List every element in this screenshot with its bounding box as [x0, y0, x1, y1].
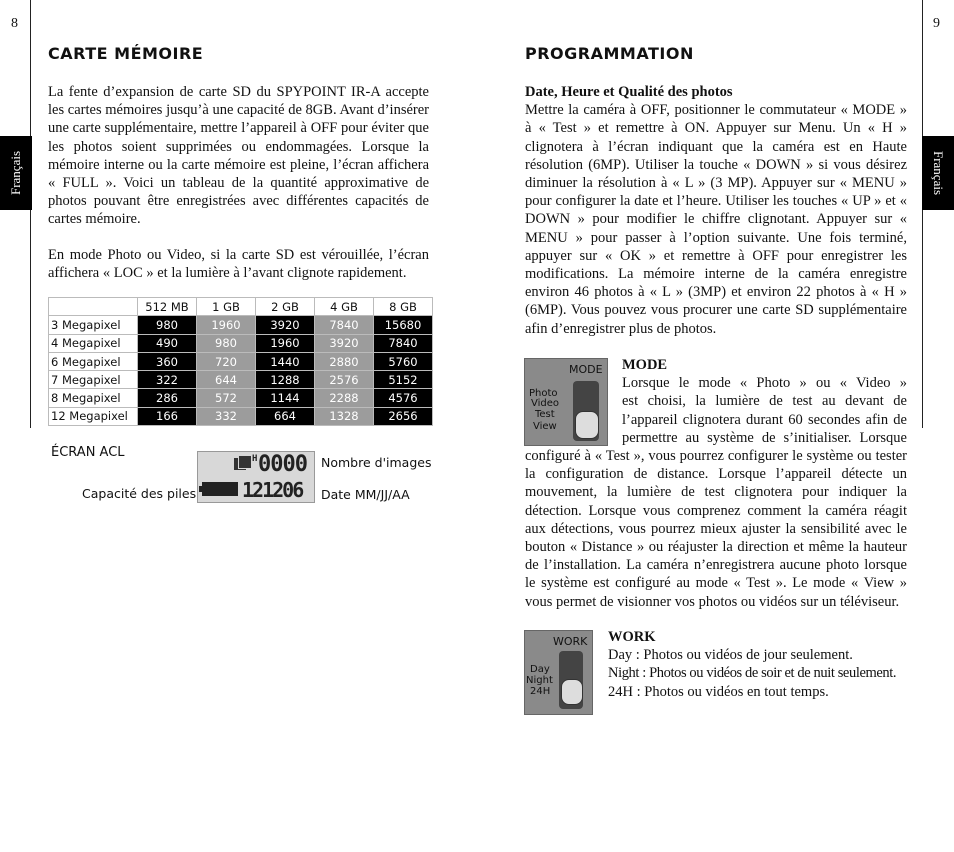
mode-switch-label: MODE: [569, 363, 603, 376]
date-section-text: Mettre la caméra à OFF, positionner le commutateur « MODE » à « Test » et remettre à ON. Appuyer sur Menu. Un « H » clignotera à l’écran indiquant que la caméra est en Haute résolution (6MP). Utiliser la touche « DOWN » si vous désirez diminuer la résolution à « L » (3 MP). Appuyer sur « MENU » pour configurer la date et l’heure. Utiliser les touches « UP » et « DOWN » pour modifier le chiffre clignotant. Appuyer sur « MENU » pour passer à l’option suivante. Une fois terminé, appuyer sur « OK » et remettre à OFF pour enregistrer les modifications. La mémoire interne de la caméra enregistre environ 46 photos à « L » (3MP) et environ 22 photos à « H » (6MP). Vous pouvez vous procurer une carte SD supplémentaire afin d’enregistrer plus de photos.: [525, 102, 907, 337]
table-cell: 286: [138, 389, 197, 407]
mode-line-1: Lorsque le mode « Photo » ou « Video »: [622, 375, 907, 392]
work-line-night: Night : Photos ou vidéos de soir et de nuit seulement.: [608, 665, 897, 682]
work-option-day: Day: [530, 664, 550, 675]
table-cell: 572: [197, 389, 256, 407]
mode-line-2: est choisi, la lumière de test au devant de: [622, 393, 907, 410]
table-cell: 5152: [374, 371, 433, 389]
right-language-tab: [922, 136, 954, 210]
table-row: [49, 334, 433, 352]
table-cell: 5760: [374, 352, 433, 370]
mode-switch-knob: [575, 411, 599, 439]
left-language-tab: [0, 136, 32, 210]
table-row: [49, 389, 433, 407]
mode-option-view: View: [533, 421, 557, 432]
images-count-label: Nombre d'images: [321, 455, 432, 470]
capacity-header-cell: 1 GB: [197, 298, 256, 316]
left-page-title: CARTE MÉMOIRE: [48, 44, 204, 63]
work-section: [608, 628, 908, 701]
table-cell: 360: [138, 352, 197, 370]
work-option-night: Night: [526, 675, 553, 686]
table-cell: 322: [138, 371, 197, 389]
mode-line-4: permettre au système de s’initialiser. Lorsque: [622, 429, 907, 446]
table-row: [49, 407, 433, 425]
right-page-number: 9: [933, 16, 940, 31]
left-margin-rule: [30, 0, 31, 428]
capacity-table: [48, 297, 433, 426]
table-cell: 980: [197, 334, 256, 352]
mode-section-heading: MODE: [622, 357, 668, 373]
work-switch-label: WORK: [553, 635, 588, 648]
table-cell: 1144: [256, 389, 315, 407]
table-cell: 3920: [256, 316, 315, 334]
date-format-label: Date MM/JJ/AA: [321, 487, 410, 502]
work-line-day: Day : Photos ou vidéos de jour seulement.: [608, 647, 853, 664]
table-cell: 1328: [315, 407, 374, 425]
table-cell: 980: [138, 316, 197, 334]
table-row: [49, 371, 433, 389]
lcd-title: ÉCRAN ACL: [51, 445, 125, 460]
mode-section: [622, 356, 907, 447]
image-count-digits: 0000: [258, 452, 307, 477]
row-label: 3 Megapixel: [49, 316, 138, 334]
date-section-heading: Date, Heure et Qualité des photos: [525, 84, 733, 100]
work-option-24h: 24H: [530, 686, 551, 697]
row-label: 8 Megapixel: [49, 389, 138, 407]
date-digits: 121206: [242, 478, 303, 502]
table-cell: 490: [138, 334, 197, 352]
work-switch-photo: [524, 630, 593, 715]
table-cell: 3920: [315, 334, 374, 352]
sd-lock-paragraph: En mode Photo ou Video, si la carte SD est vérouillée, l’écran affichera « LOC » et la lumière à l’avant clignote rapidement.: [48, 247, 429, 282]
table-cell: 2288: [315, 389, 374, 407]
work-switch-knob: [561, 679, 583, 705]
table-cell: 4576: [374, 389, 433, 407]
right-margin-rule: [922, 0, 923, 428]
date-section: [525, 83, 907, 338]
right-page-title: PROGRAMMATION: [525, 44, 694, 63]
row-label: 6 Megapixel: [49, 352, 138, 370]
table-cell: 2576: [315, 371, 374, 389]
battery-icon: [202, 482, 238, 496]
right-language-tab-label: Français: [931, 150, 946, 196]
mode-option-video: Video: [531, 398, 560, 409]
table-cell: 7840: [315, 316, 374, 334]
row-label: 12 Megapixel: [49, 407, 138, 425]
work-line-24h: 24H : Photos ou vidéos en tout temps.: [608, 683, 829, 700]
capacity-header-cell: 512 MB: [138, 298, 197, 316]
table-cell: 332: [197, 407, 256, 425]
table-cell: 720: [197, 352, 256, 370]
table-row: [49, 352, 433, 370]
table-cell: 1960: [256, 334, 315, 352]
table-cell: 2656: [374, 407, 433, 425]
battery-label: Capacité des piles: [82, 486, 197, 501]
table-cell: 644: [197, 371, 256, 389]
capacity-header-cell: 4 GB: [315, 298, 374, 316]
table-cell: 1960: [197, 316, 256, 334]
lcd-screen: [197, 451, 315, 503]
table-cell: 15680: [374, 316, 433, 334]
capacity-header-cell: 8 GB: [374, 298, 433, 316]
table-cell: 1440: [256, 352, 315, 370]
table-row: [49, 316, 433, 334]
left-page-number: 8: [11, 16, 18, 31]
mode-option-test: Test: [535, 409, 555, 420]
battery-tip-icon: [199, 486, 203, 492]
table-cell: 2880: [315, 352, 374, 370]
table-cell: 1288: [256, 371, 315, 389]
capacity-header-cell: [49, 298, 138, 316]
mode-option-photo: Photo: [529, 388, 558, 399]
memory-card-paragraph: La fente d’expansion de carte SD du SPYPOINT IR-A accepte les cartes mémoires jusqu’à une capacité de 8GB. Avant d’insérer une carte supplémentaire, mettre l’appareil à OFF pour éviter que les photos soient supprimées ou endommagées. Lorsque la mémoire interne ou la carte mémoire est pleine, l’écran affichera « FULL ». Voici un tableau de la quantité approximative de photos pouvant être enregistrées avec différentes capacités de cartes mémoire.: [48, 84, 429, 228]
work-section-heading: WORK: [608, 629, 656, 645]
resolution-marker: H: [252, 454, 258, 464]
mode-switch-photo: [524, 358, 608, 446]
row-label: 4 Megapixel: [49, 334, 138, 352]
table-cell: 166: [138, 407, 197, 425]
table-cell: 664: [256, 407, 315, 425]
capacity-table-header: [49, 298, 433, 316]
table-cell: 7840: [374, 334, 433, 352]
mode-line-3: l’appareil clignotera durant 60 secondes afin de: [622, 411, 907, 428]
left-language-tab-label: Français: [8, 150, 23, 196]
capacity-header-cell: 2 GB: [256, 298, 315, 316]
memory-card-icon: [238, 455, 252, 469]
row-label: 7 Megapixel: [49, 371, 138, 389]
mode-section-continued: configuré à « Test », vous pourrez configurer le système ou tester la configuration de distance. Lorsque l’appareil détecte un mouvement, la lumière de test clignotera pour indiquer la détection. Lorsque vous comprenez comment la caméra réagit aux détections, vous pourrez mieux ajuster la sensibilité avec le bouton « Distance » ou réajuster la direction et même la hauteur de l’installation. La caméra n’enregistrera aucune photo lorsque le système est configuré au mode « Test ». Le mode « View » vous permet de visionner vos photos ou vidéos sur un téléviseur.: [525, 448, 907, 610]
